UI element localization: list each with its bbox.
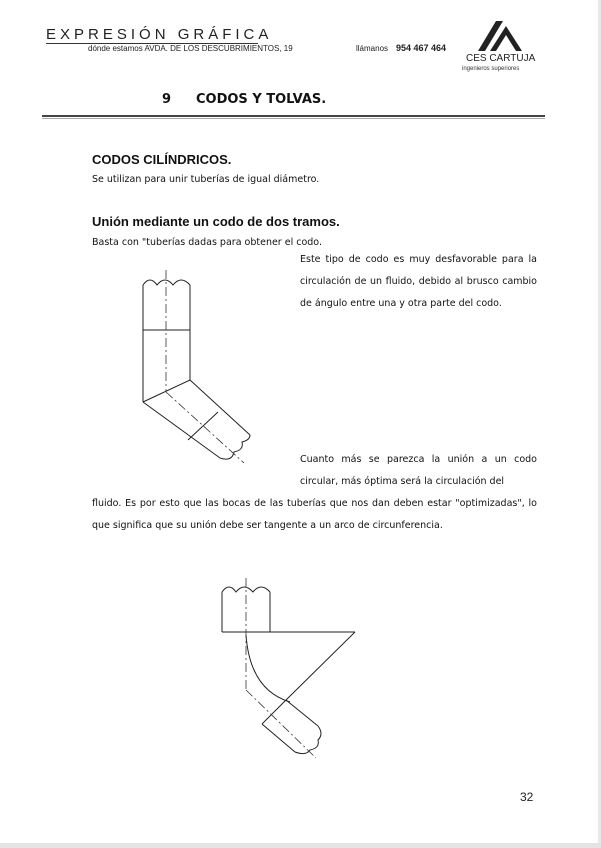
page-number: 32	[520, 790, 534, 804]
section-heading-codos: CODOS CILÍNDRICOS.	[92, 152, 232, 167]
chapter-title: CODOS Y TOLVAS.	[196, 92, 327, 107]
logo-subtitle: ingenieros superiores	[462, 66, 520, 72]
section-heading-union: Unión mediante un codo de dos tramos.	[92, 214, 340, 229]
section-text-codos: Se utilizan para unir tuberías de igual diámetro.	[92, 174, 320, 185]
header-phone-label: llámanos	[356, 44, 389, 53]
chapter-number: 9	[162, 92, 172, 107]
scan-edge-bottom	[0, 843, 601, 848]
header-address: dónde estamos AVDA. DE LOS DESCUBRIMIENTOS, 19	[88, 44, 293, 53]
paragraph-desfavorable: Este tipo de codo es muy desfavorable para la circulación de un fluido, debido al brusco cambio de ángulo entre una y otra parte del codo.	[300, 254, 537, 309]
section-intro-union: Basta con "tuberías dadas para obtener el codo.	[92, 237, 322, 248]
paragraph-codo-circular-start: Cuanto más se parezca la unión a un codo circular, más óptima será la circulación del	[300, 454, 537, 487]
header-title: EXPRESIÓN GRÁFICA	[46, 26, 273, 43]
header-phone: 954 467 464	[396, 43, 447, 53]
logo-name: CES CARTUJA	[466, 53, 536, 64]
paragraph-codo-circular-end: fluido. Es por esto que las bocas de las tuberías que nos dan deben estar "optimizadas", lo que significa que su unión debe ser tangente a un arco de circunferencia.	[92, 498, 537, 531]
